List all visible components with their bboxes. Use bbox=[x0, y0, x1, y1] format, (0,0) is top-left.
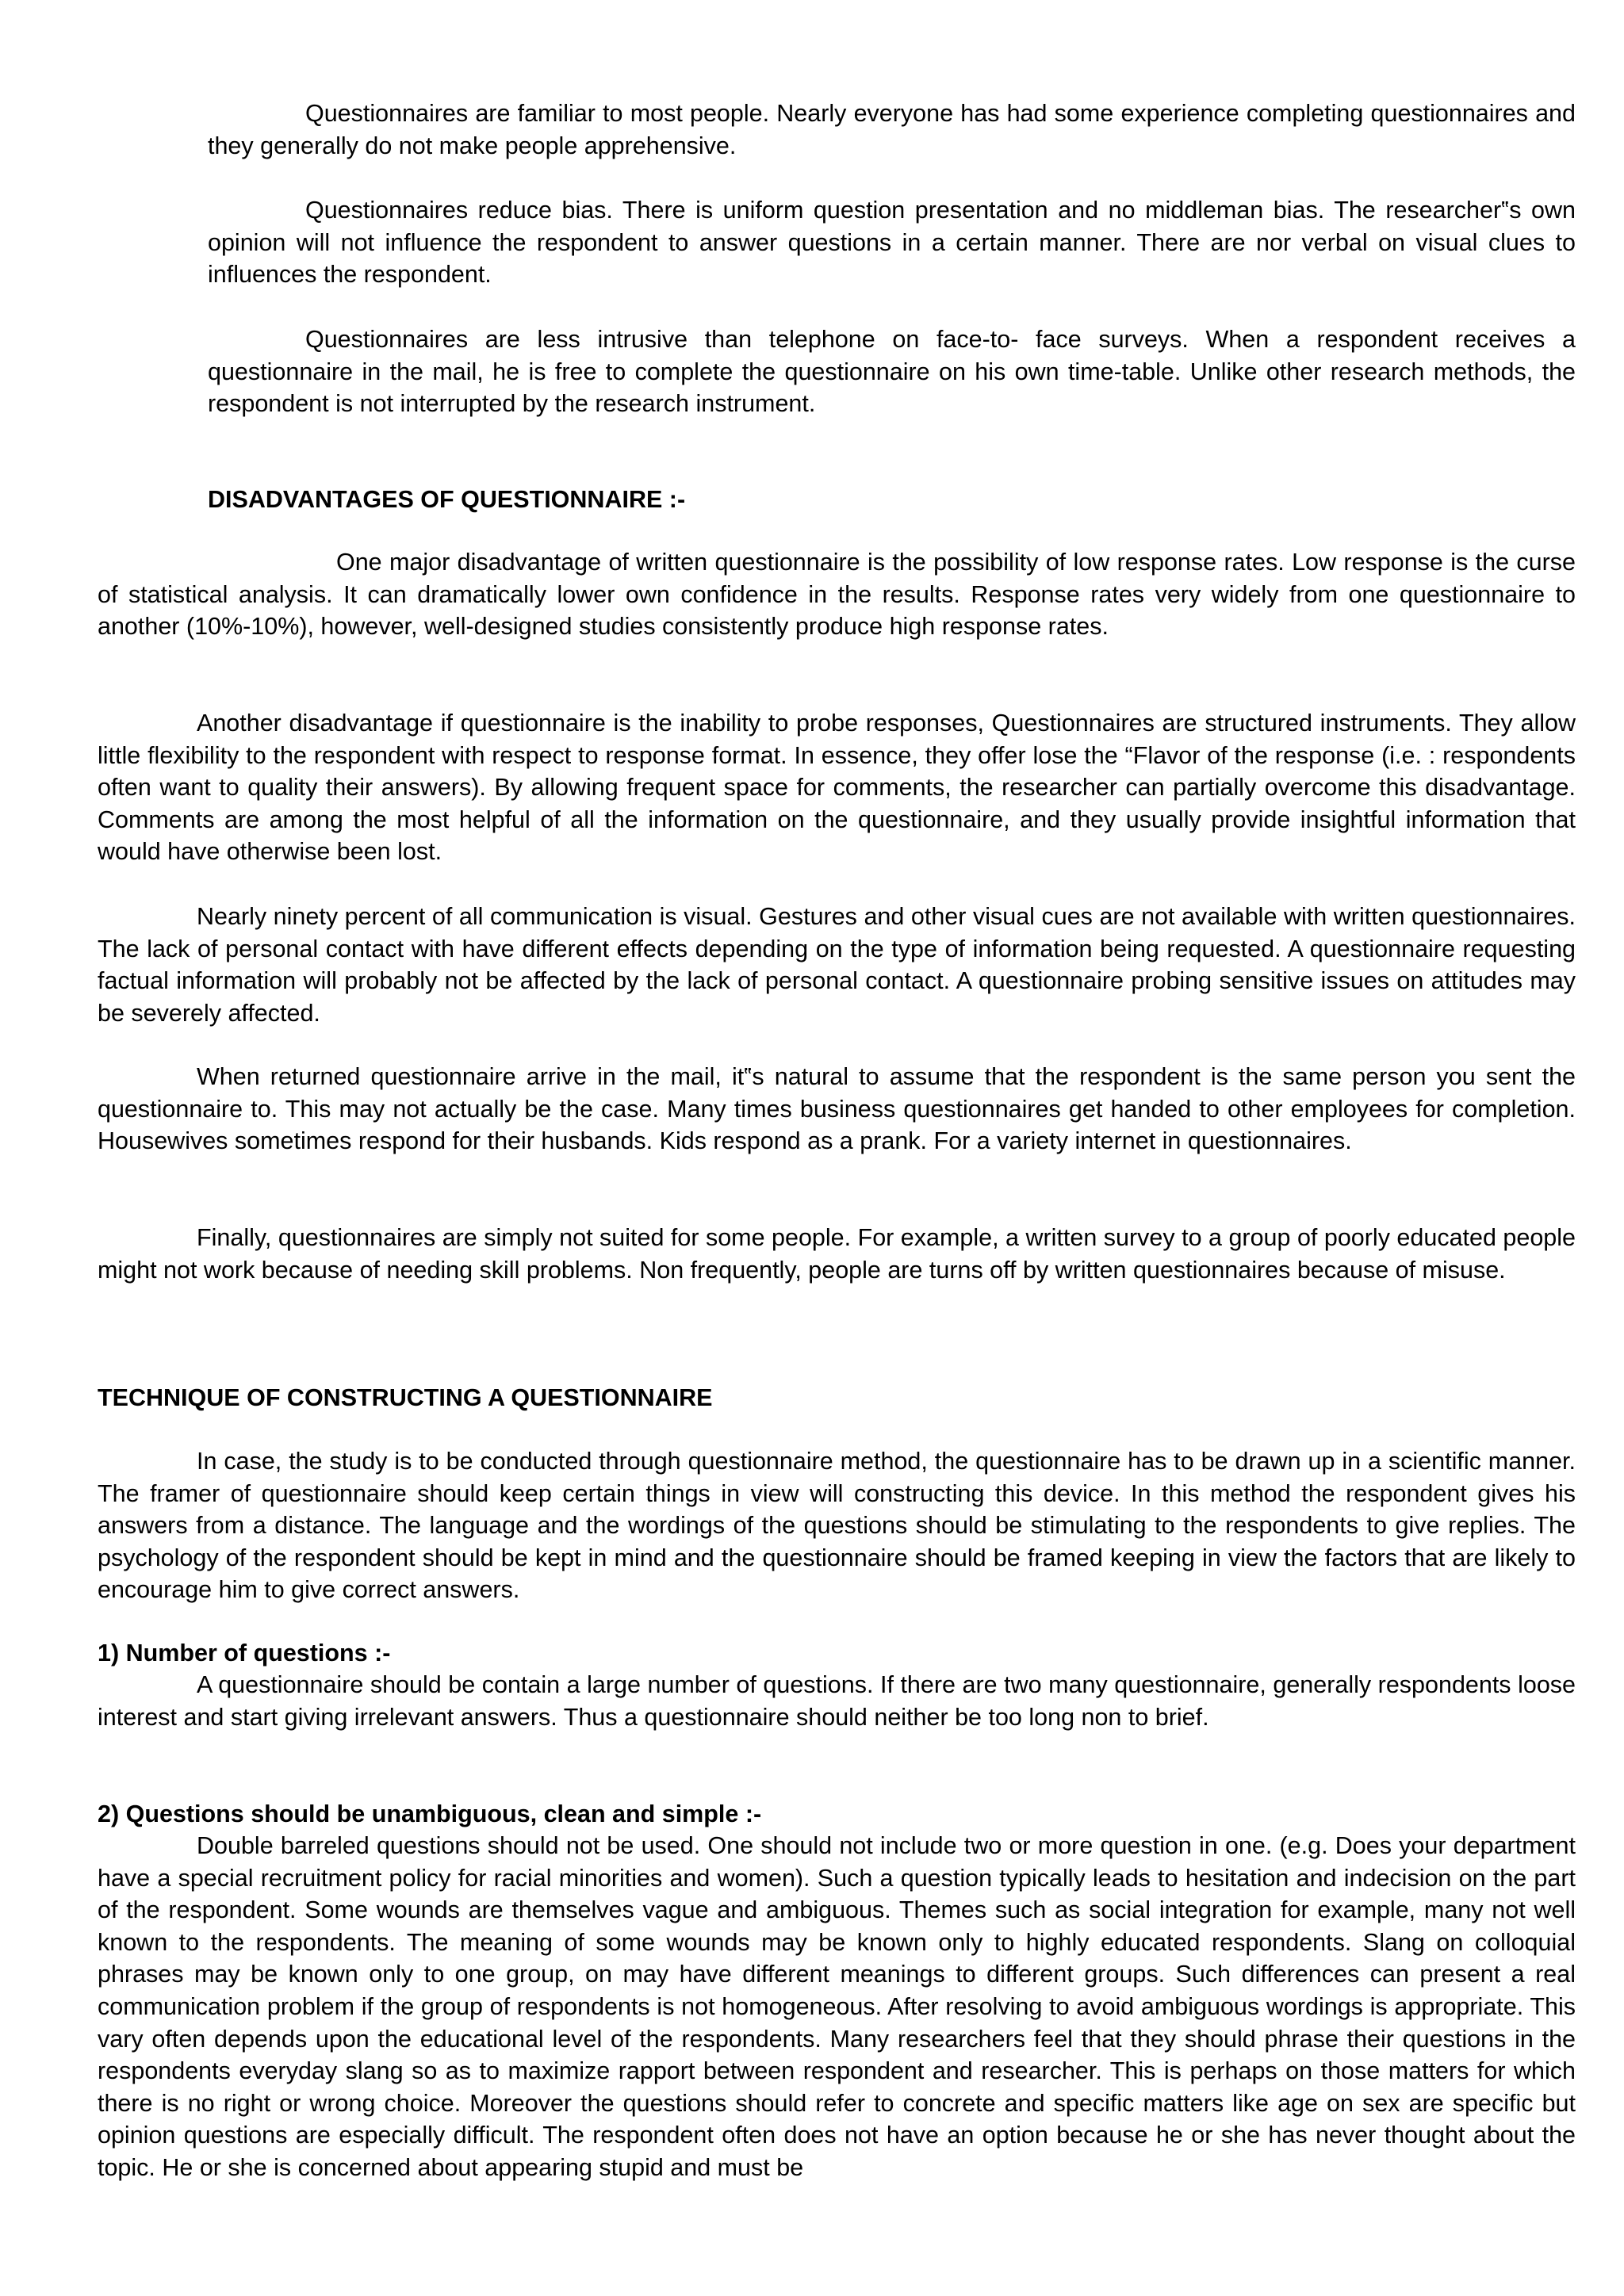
disadvantage-paragraph-not-suited: Finally, questionnaires are simply not suited for some people. For example, a written survey to a group of poorly educated people might not work because of needing skill problems. Non frequently, people are turns off by written questionnaires because of misuse. bbox=[98, 1224, 1576, 1284]
unambiguous-questions-heading: 2) Questions should be unambiguous, clean and simple :- bbox=[98, 1800, 762, 1827]
number-of-questions-heading: 1) Number of questions :- bbox=[98, 1640, 391, 1667]
disadvantages-heading: DISADVANTAGES OF QUESTIONNAIRE :- bbox=[208, 486, 686, 513]
disadvantage-paragraph-probe-responses: Another disadvantage if questionnaire is the inability to probe responses, Questionnaires are structured instruments. They allow little flexibility to the respondent with respect to response format. In essence, they offer lose the “Flavor of the response (i.e. : respondents often want to quality their answers). By allowing frequent space for comments, the researcher can partially overcome this disadvantage. Comments are among the most helpful of all the information on the questionnaire, and they usually provide insightful information that would have otherwise been lost. bbox=[98, 710, 1576, 866]
disadvantage-paragraph-response-rates: One major disadvantage of written questionnaire is the possibility of low response rates. Low response is the curse of statistical analysis. It can dramatically lower own confidence in the results. Response rates very widely from one questionnaire to another (10%-10%), however, well-designed studies consistently produce high response rates. bbox=[98, 549, 1576, 641]
unambiguous-questions-paragraph: Double barreled questions should not be used. One should not include two or more question in one. (e.g. Does your department have a special recruitment policy for racial minorities and women). Such a question typically leads to hesitation and indecision on the part of the respondent. Some wounds are themselves vague and ambiguous. Themes such as social integration for example, many not well known to the respondents. The meaning of some wounds may be known only to highly educated respondents. Slang on colloquial phrases may be known only to one group, on may have different meanings to different groups. Such differences can present a real communication problem if the group of respondents is not homogeneous. After resolving to avoid ambiguous wordings is appropriate. This vary often depends upon the educational level of the respondents. Many researchers feel that they should phrase their questions in the respondents everyday slang so as to maximize rapport between respondent and researcher. This is perhaps on those matters for which there is no right or wrong choice. Moreover the questions should refer to concrete and specific matters like age on sex are specific but opinion questions are especially difficult. The respondent often does not have an option because he or she has never thought about the topic. He or she is concerned about appearing stupid and must be bbox=[98, 1832, 1576, 2181]
number-of-questions-paragraph: A questionnaire should be contain a large number of questions. If there are two many questionnaire, generally respondents loose interest and start giving irrelevant answers. Thus a questionnaire should neither be too long non to brief. bbox=[98, 1671, 1576, 1731]
disadvantage-paragraph-visual-cues: Nearly ninety percent of all communication is visual. Gestures and other visual cues are not available with written questionnaires. The lack of personal contact with have different effects depending on the type of information being requested. A questionnaire requesting factual information will probably not be affected by the lack of personal contact. A questionnaire probing sensitive issues on attitudes may be severely affected. bbox=[98, 903, 1576, 1027]
disadvantage-paragraph-respondent-identity: When returned questionnaire arrive in the mail, it‟s natural to assume that the respondent is the same person you sent the questionnaire to. This may not actually be the case. Many times business questionnaires get handed to other employees for completion. Housewives sometimes respond for their husbands. Kids respond as a prank. For a variety internet in questionnaires. bbox=[98, 1063, 1576, 1155]
technique-intro-paragraph: In case, the study is to be conducted through questionnaire method, the questionnaire has to be drawn up in a scientific manner. The framer of questionnaire should keep certain things in view will constructing this device. In this method the respondent gives his answers from a distance. The language and the wordings of the questions should be stimulating to the respondents to give replies. The psychology of the respondent should be kept in mind and the questionnaire should be framed keeping in view the factors that are likely to encourage him to give correct answers. bbox=[98, 1448, 1576, 1604]
advantage-paragraph-reduce-bias: Questionnaires reduce bias. There is uniform question presentation and no middleman bias. The researcher‟s own opinion will not influence the respondent to answer questions in a certain manner. There are nor verbal on visual clues to influences the respondent. bbox=[208, 197, 1576, 289]
technique-heading: TECHNIQUE OF CONSTRUCTING A QUESTIONNAIRE bbox=[98, 1384, 713, 1411]
advantage-paragraph-less-intrusive: Questionnaires are less intrusive than telephone on face-to- face surveys. When a respondent receives a questionnaire in the mail, he is free to complete the questionnaire on his own time-table. Unlike other research methods, the respondent is not interrupted by the research instrument. bbox=[208, 326, 1576, 418]
advantage-paragraph-familiar: Questionnaires are familiar to most people. Nearly everyone has had some experience completing questionnaires and they generally do not make people apprehensive. bbox=[208, 100, 1576, 159]
